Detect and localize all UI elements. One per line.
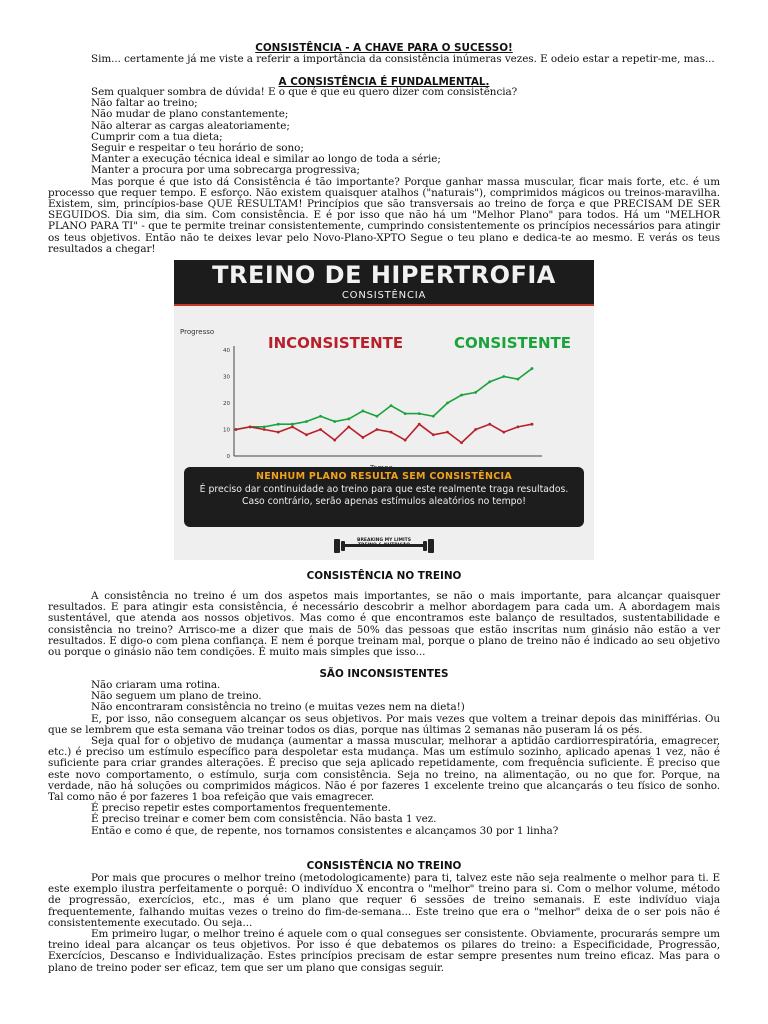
list-item: Não criaram uma rotina. [91,679,221,691]
data-point [418,412,421,415]
consistency-list [48,87,720,255]
data-point [517,425,520,428]
y-tick-label: 10 [223,427,230,434]
data-point [319,428,322,431]
intro-paragraph [48,54,720,65]
best-training-section [48,873,720,974]
list-item: Manter a execução técnica ideal e similar ao longo de toda a série; [91,153,441,166]
data-point [488,423,491,426]
list-item: Não faltar ao treino; [91,97,198,110]
list-item: Cumprir com a tua dieta; [91,130,223,143]
brand-logo: BREAKING MY LIMITS TREINO & NUTRIÇÃO [328,538,440,554]
series-line-consistente [236,369,532,430]
data-point [277,423,280,426]
data-point [404,412,407,415]
training-paragraph [48,591,720,658]
first-place-text: Em primeiro lugar, o melhor treino é aquele com o qual consegues ser consistente. Obviamente, procurarás sempre um treino ideal para alcançar os teus objetivos. Por isso é que debatemos os pilares do treino: a Especificidade, Progressão, Exercícios, Descanso e Individualização. Estes princípios precisam de estar sempre presentes num treino eficaz. Mas para o plano de treino poder ser eficaz, tem que ser um plano que consigas seguir. [48,928,720,974]
plot-area [223,346,542,460]
list-item: Sem qualquer sombra de dúvida! E o que é que eu quero dizer com consistência? [91,86,518,98]
data-point [404,439,407,442]
data-point [418,423,421,426]
data-point [432,433,435,436]
data-point [502,431,505,434]
why-paragraph: Mas porque é que isto dá Consistência é tão importante? Porque ganhar massa muscular, ficar mais forte, etc. é um processo que requer tempo. E esforço. Não existem quaisquer atalhos ("naturais"), comprimidos mágicos ou treinos-maravilha. Existem, sim, princípios-base QUE RESULTAM! Princípios que são transversais ao treino de força e que PRECISAM DE SER SEGUIDOS. Dia sim, dia sim. Com consistência. E é por isso que não há um "Melhor Plano" para todos. Há um "MELHOR PLANO PARA TI" - que te permite treinar consistentemente, cumprindo consistentemente os princípios necessários para atingir os teus objetivos. Então não te deixes levar pelo Novo-Plano-XPTO Segue o teu plano e dedica-te ao mesmo. E verás os teus resultados a chegar! [48,175,720,255]
data-point [333,420,336,423]
data-point [305,433,308,436]
data-point [277,431,280,434]
data-point [474,391,477,394]
data-point [502,375,505,378]
data-point [361,436,364,439]
data-point [263,428,266,431]
data-point [347,425,350,428]
section-heading-training: CONSISTÊNCIA NO TREINO [306,570,462,582]
data-point [305,420,308,423]
data-point [446,402,449,405]
data-point [235,428,238,431]
y-axis-label: Progresso [180,328,215,336]
data-point [291,425,294,428]
list-item: É preciso treinar e comer bem com consistência. Não basta 1 vez. [91,813,437,826]
data-point [531,423,534,426]
data-point [390,404,393,407]
data-point [460,394,463,397]
data-point [474,428,477,431]
list-item: Então e como é que, de repente, nos tornamos consistentes e alcançamos 30 por 1 linha? [91,824,559,837]
data-point [347,418,350,421]
list-item: Manter a procura por uma sobrecarga progressiva; [91,164,360,177]
list-item: Não seguem um plano de treino. [91,690,262,703]
section-heading-inconsistent: SÃO INCONSISTENTES [319,668,449,680]
header-divider [174,304,594,306]
list-item: É preciso repetir estes comportamentos frequentemente. [91,802,391,815]
consistent-label: CONSISTENTE [454,334,572,352]
data-point [446,431,449,434]
list-item: Não mudar de plano constantemente; [91,108,289,121]
best-training-text: Por mais que procures o melhor treino (metodologicamente) para ti, talvez este não seja realmente o melhor para ti. E este exemplo ilustra perfeitamente o porquê: O indivíduo X encontra o "melhor" treino para si. Com o melhor volume, método de progressão, exercícios, etc., mas é um plano que requer 6 sessões de treino semanais. E este indivíduo viaja frequentemente, falhando muitas vezes o treino do fim-de-semana... Este treino que era o "melhor" deixa de o ser pois não é consistentemente executado. Ou seja... [48,872,720,929]
data-point [531,367,534,370]
section-heading-training-2: CONSISTÊNCIA NO TREINO [306,860,462,872]
data-point [249,425,252,428]
data-point [361,410,364,413]
training-text: A consistência no treino é um dos aspetos mais importantes, se não o mais importante, para alcançar quaisquer resultados. E para atingir esta consistência, é necessário descobrir a melhor abordagem para cada um. A abordagem mais sustentável, que atenda aos nossos objetivos. Mas como é que encontramos este balanço de resultados, sustentabilidade e consistência no treino? Arrisco-me a dizer que mais de 50% das pessoas que estão inscritas num ginásio não estão a ver resultados. E digo-o com plena confiança. E nem é porque treinam mal, porque o plano de treino não é indicado ao seu objetivo ou porque o ginásio não tem condições. É muito mais simples que isso... [48,590,720,659]
data-point [432,415,435,418]
section-heading-fundamental: A CONSISTÊNCIA É FUNDALMENTAL. [278,76,490,88]
list-item: Não encontraram consistência no treino (e muitas vezes nem na dieta!) [91,701,465,714]
inconsistent-label: INCONSISTENTE [268,334,404,352]
message-heading: NENHUM PLANO RESULTA SEM CONSISTÊNCIA [256,471,512,482]
data-point [390,431,393,434]
y-tick-label: 30 [223,374,230,381]
progress-chart [174,308,594,478]
series-line-inconsistente [236,424,532,443]
data-point [319,415,322,418]
data-point [376,428,379,431]
y-tick-label: 20 [223,401,230,407]
infographic-header [174,260,594,304]
inconsistent-section [48,680,720,837]
infographic-title: TREINO DE HIPERTROFIA [212,261,556,289]
list-item: Não alterar as cargas aleatoriamente; [91,119,290,132]
message-text: É preciso dar continuidade ao treino para que este realmente traga resultados. Caso contrário, serão apenas estímulos aleatórios no tempo! [199,484,569,507]
y-tick-label: 0 [226,454,230,460]
data-point [263,425,266,428]
list-item: Seguir e respeitar o teu horário de sono; [91,142,304,155]
data-point [291,423,294,426]
intro-text: Sim... certamente já me viste a referir a importância da consistência inúmeras vezes. E odeio estar a repetir-me, mas... [91,53,715,65]
stimulus-text: Seja qual for o objetivo de mudança (aumentar a massa muscular, melhorar a aptidão cardiorrespiratória, emagrecer, etc.) é preciso um estímulo específico para despoletar esta mudança. Mas um estímulo sozinho, aplicado apenas 1 vez, não é suficiente para criar grandes alterações. É preciso que seja aplicado repetidamente, com frequência suficiente. É preciso que este novo comportamento, o estímulo, surja com consistência. Seja no treino, na alimentação, ou no que for. Porque, na verdade, não há soluções ou comprimidos mágicos. Não é por fazeres 1 excelente treino que alcançarás o teu físico de sonho. Tal como não é por fazeres 1 boa refeição que vais emagrecer. [48,735,720,804]
data-point [460,441,463,444]
data-point [376,415,379,418]
section-heading-main: CONSISTÊNCIA - A CHAVE PARA O SUCESSO! [255,42,513,54]
y-tick-label: 40 [223,348,230,354]
data-point [488,380,491,383]
infographic-subtitle: CONSISTÊNCIA [341,290,427,301]
message-box [184,467,584,527]
hypertrophy-infographic [174,260,594,560]
consequence-text: E, por isso, não conseguem alcançar os seus objetivos. Por mais vezes que voltem a treinar depois das minifférias. Ou que se lembrem que esta semana vão treinar todos os dias, porque nas últimas 2 semanas não puseram lá os pés. [48,712,720,736]
data-point [517,378,520,381]
data-point [333,439,336,442]
